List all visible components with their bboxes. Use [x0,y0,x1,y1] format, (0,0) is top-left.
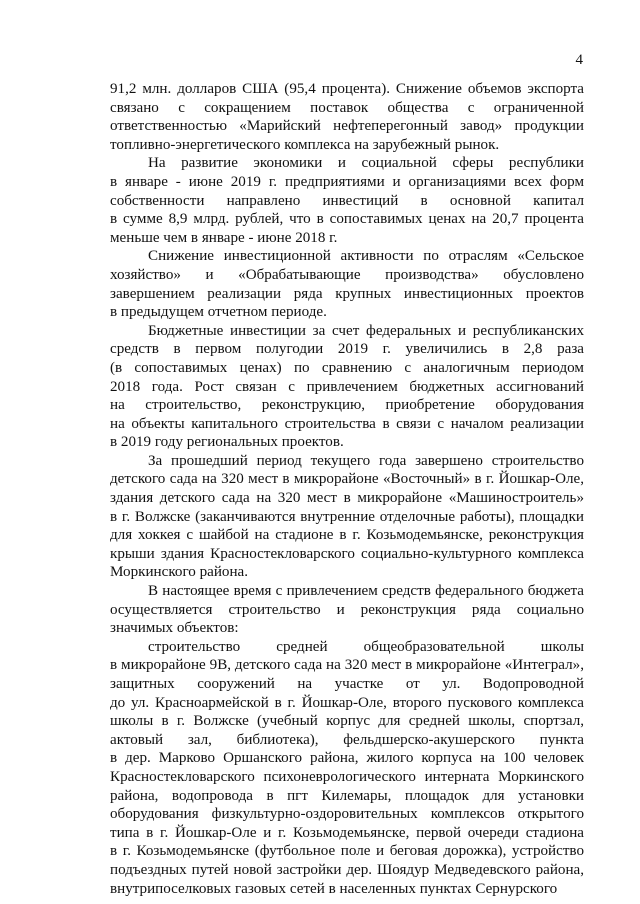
paragraph-line: в г. Козьмодемьянске (футбольное поле и беговая дорожка), устройство [110,843,584,860]
paragraph-line: Бюджетные инвестиции за счет федеральных и республиканских [148,322,584,339]
paragraph [110,582,584,638]
paragraph-line: до ул. Красноармейской в г. Йошкар-Оле, второго пускового комплекса [110,694,584,711]
paragraph-line: детского сада на 320 мест в микрорайоне «Восточный» в г. Йошкар-Оле, [110,471,584,488]
paragraph-line: подъездных путей новой застройки дер. Шоядур Медведевского района, [110,861,584,878]
paragraph-line: на объекты капитального строительства в связи с началом реализации [110,415,584,432]
paragraph-line: топливно-энергетического комплекса на зарубежный рынок. [110,136,500,153]
paragraph-line: актовый зал, библиотека), фельдшерско-акушерского пункта [110,731,584,748]
paragraph-line: оборудования физкультурно-оздоровительных комплексов открытого [110,806,584,823]
paragraph-line: собственности направлено инвестиций в основной капитал [110,192,584,209]
paragraph-line: В настоящее время с привлечением средств федерального бюджета [148,583,584,600]
paragraph-line: 2018 года. Рост связан с привлечением бюджетных ассигнований [110,378,584,395]
page-number: 4 [575,52,583,68]
paragraph-line: Красностекловарского психоневрологического интерната Моркинского [110,768,584,785]
paragraph-line: в январе - июне 2019 г. предприятиями и организациями всех форм [110,173,584,190]
paragraph-line: здания детского сада на 320 мест в микрорайоне «Машиностроитель» [110,490,584,507]
paragraph [110,247,584,321]
document-body [110,80,584,898]
paragraph-line: для хоккея с шайбой на стадионе в г. Козьмодемьянске, реконструкция [110,527,584,544]
paragraph-line: связано с сокращением поставок общества с ограниченной [110,99,584,116]
paragraph-line: На развитие экономики и социальной сферы республики [148,155,584,172]
paragraph-line: в предыдущем отчетном периоде. [110,304,327,321]
paragraph [110,80,584,154]
paragraph-line: средств в первом полугодии 2019 г. увеличились в 2,8 раза [110,341,584,358]
paragraph-line: в 2019 году региональных проектов. [110,434,344,451]
paragraph-line: района, водопровода в пгт Килемары, площадок для установки [110,787,584,804]
paragraph-line: Снижение инвестиционной активности по отраслям «Сельское [148,248,584,265]
paragraph-line: внутрипоселковых газовых сетей в населенных пунктах Сернурского [110,880,558,897]
paragraph-line: в г. Волжске (заканчиваются внутренние отделочные работы), площадки [110,508,584,525]
paragraph-line: (в сопоставимых ценах) по сравнению с аналогичным периодом [110,359,584,376]
paragraph [110,638,584,898]
paragraph-line: меньше чем в январе - июне 2018 г. [110,229,338,246]
paragraph-line: Моркинского района. [110,564,248,581]
paragraph-line: защитных сооружений на участке от ул. Водопроводной [110,676,584,692]
paragraph-line: на строительство, реконструкцию, приобретение оборудования [110,397,584,414]
paragraph-line: хозяйство» и «Обрабатывающие производства» обусловлено [110,266,584,283]
paragraph [110,452,584,582]
paragraph-line: в дер. Марково Оршанского района, жилого корпуса на 100 человек [110,750,584,767]
paragraph-line: 91,2 млн. долларов США (95,4 процента). Снижение объемов экспорта [110,81,584,97]
paragraph [110,322,584,452]
paragraph [110,154,584,247]
paragraph-line: осуществляется строительство и реконструкция ряда социально [110,601,584,618]
paragraph-line: завершением реализации ряда крупных инвестиционных проектов [110,285,584,302]
paragraph-line: в микрорайоне 9В, детского сада на 320 мест в микрорайоне «Интеграл», [110,657,584,674]
paragraph-line: строительство средней общеобразовательной школы [148,638,584,655]
paragraph-line: школы в г. Волжске (учебный корпус для средней школы, спортзал, [110,713,584,730]
paragraph-line: За прошедший период текущего года завершено строительство [148,452,584,469]
paragraph-line: ответственностью «Марийский нефтеперегонный завод» продукции [110,118,584,135]
paragraph-line: крыши здания Красностекловарского социально-культурного комплекса [110,545,584,562]
paragraph-line: в сумме 8,9 млрд. рублей, что в сопоставимых ценах на 20,7 процента [110,211,584,228]
paragraph-line: типа в г. Йошкар-Оле и г. Козьмодемьянске, первой очереди стадиона [110,824,584,841]
paragraph-line: значимых объектов: [110,620,239,637]
